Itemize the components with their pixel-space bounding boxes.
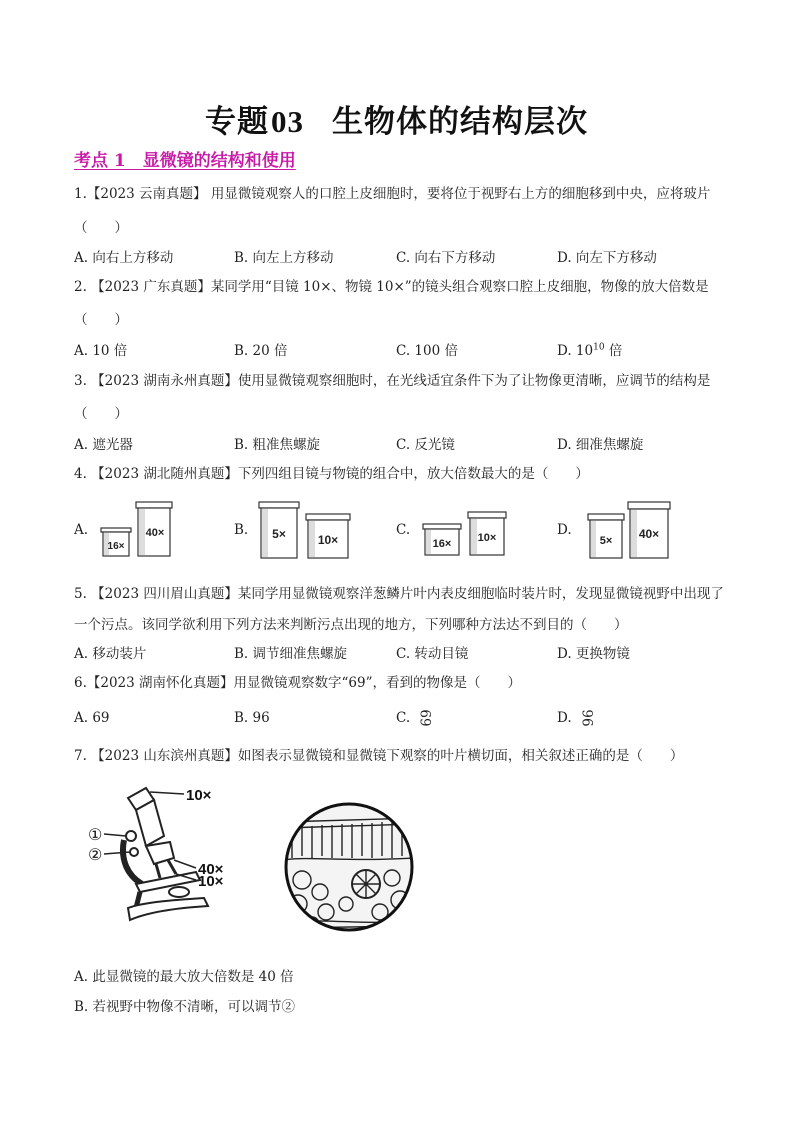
question-7-option-a[interactable]: A. 此显微镜的最大放大倍数是 40 倍 [74,969,294,985]
lens-pair-d-figure [585,500,675,562]
question-6-option-a[interactable]: A. 69 [74,710,110,726]
objective-tall-lens [468,512,506,555]
question-7-stem: 7. 【2023 山东滨州真题】如图表示显微镜和显微镜下观察的叶片横切面，相关叙述正确的是（ ） [74,748,684,764]
microscope-drawing [104,788,208,920]
question-1-option-a[interactable]: A. 向右上方移动 [74,250,174,266]
lens-d-tall-label: 40× [638,527,660,541]
question-6-option-d-letter: D. [557,710,572,726]
objective-tall-lens [628,502,670,558]
marker-1-label: ① [88,827,103,844]
question-4-option-c[interactable]: C. [396,522,411,538]
lens-a-short-label: 16× [107,541,125,552]
objective-10x-label: 10× [198,873,224,890]
question-6-option-b[interactable]: B. 96 [234,710,270,726]
question-2-option-d-base: D. 10 [557,343,594,359]
question-1-option-d[interactable]: D. 向左下方移动 [557,250,657,266]
lens-c-short-label: 16× [432,538,452,550]
title-main: 专题 [205,104,269,140]
lens-pair-b-figure [256,500,356,562]
question-2-option-c[interactable]: C. 100 倍 [396,343,458,359]
question-3-option-a[interactable]: A. 遮光器 [74,437,133,453]
question-5-option-a[interactable]: A. 移动装片 [74,646,147,662]
question-1-answer-blank: （ ） [74,220,128,236]
question-7-option-b[interactable]: B. 若视野中物像不清晰，可以调节② [74,999,296,1015]
question-3-stem: 3. 【2023 湖南永州真题】使用显微镜观察细胞时，在光线适宜条件下为了让物像更清晰，应调节的结构是 [74,373,711,389]
lens-b-short-label: 5× [272,527,286,541]
question-2-stem: 2. 【2023 广东真题】某同学用“目镜 10×、物镜 10×”的镜头组合观察口腔上皮细胞，物像的放大倍数是 [74,279,709,295]
question-3-option-d[interactable]: D. 细准焦螺旋 [557,437,644,453]
leaf-cross-section-figure [282,800,416,934]
question-6-rotated-69: 69 [416,709,433,727]
question-3-option-c[interactable]: C. 反光镜 [396,437,455,453]
question-6-option-c[interactable] [396,710,433,726]
page-title [0,96,793,141]
marker-2-label: ② [88,847,103,864]
question-2-option-b[interactable]: B. 20 倍 [234,343,288,359]
question-4-option-d[interactable]: D. [557,522,572,538]
lens-c-tall-label: 10× [477,532,497,544]
question-5-option-b[interactable]: B. 调节细准焦螺旋 [234,646,348,662]
question-2-option-d[interactable] [557,339,622,359]
question-6-option-c-letter: C. [396,710,411,726]
question-6-option-d[interactable] [557,710,595,726]
question-1-stem: 1.【2023 云南真题】 用显微镜观察人的口腔上皮细胞时，要将位于视野右上方的细胞移到中央，应将玻片 [74,186,711,202]
question-5-option-c[interactable]: C. 转动目镜 [396,646,469,662]
question-2-answer-blank: （ ） [74,312,128,328]
question-2-option-d-exponent: 10 [593,342,605,353]
question-6-rotated-96: 96 [578,709,595,727]
question-3-option-b[interactable]: B. 粗准焦螺旋 [234,437,321,453]
question-2-option-a[interactable]: A. 10 倍 [74,343,128,359]
objective-40x-label: 40× [198,861,224,878]
objective-tall-lens [136,502,172,556]
question-3-answer-blank: （ ） [74,406,128,422]
lens-d-short-label: 5× [599,535,613,547]
question-4-stem: 4. 【2023 湖北随州真题】下列四组目镜与物镜的组合中，放大倍数最大的是（ ） [74,466,589,482]
section-heading: 考点 1 显微镜的结构和使用 [74,151,296,171]
question-1-option-c[interactable]: C. 向右下方移动 [396,250,496,266]
question-2-option-d-unit: 倍 [604,343,623,359]
question-5-stem: 5. 【2023 四川眉山真题】某同学用显微镜观察洋葱鳞片叶内表皮细胞临时装片时，发现显微镜视野中出现了一个污点。该同学欲利用下列方法来判断污点出现的地方，下列哪种方法达不到目的（ ） [74,586,724,633]
question-4-option-b[interactable]: B. [234,522,249,538]
lens-pair-c-figure [420,508,520,560]
question-1-option-b[interactable]: B. 向左上方移动 [234,250,334,266]
eyepiece-short-lens [588,514,624,558]
eyepiece-short-lens [423,524,461,555]
lens-pair-a-figure [98,498,178,560]
eyepiece-magnification-label: 10× [186,787,212,804]
eyepiece-tall-lens [259,502,299,558]
title-number: 03 [271,104,304,139]
lens-b-tall-label: 10× [317,533,339,547]
title-subtitle: 生物体的结构层次 [332,104,588,140]
question-6-stem: 6.【2023 湖南怀化真题】用显微镜观察数字“69”，看到的物像是（ ） [74,675,522,691]
microscope-figure [84,780,244,930]
objective-short-lens [306,514,350,558]
question-5-option-d[interactable]: D. 更换物镜 [557,646,630,662]
lens-a-tall-label: 40× [145,527,165,539]
eyepiece-short-lens [101,528,131,556]
leaf-cells-drawing [282,800,416,934]
question-4-option-a[interactable]: A. [74,522,89,538]
